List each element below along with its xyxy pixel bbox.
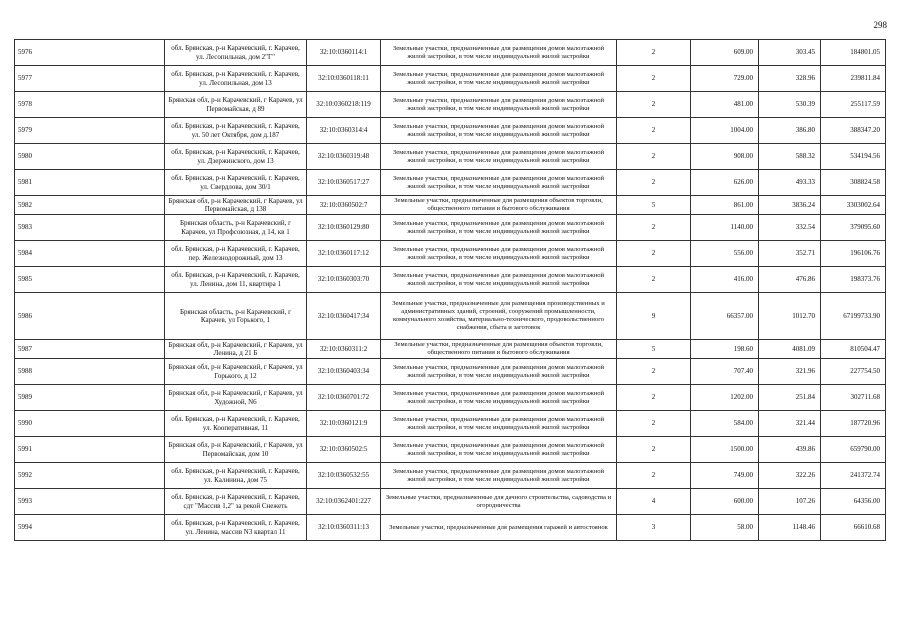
table-row	[15, 489, 886, 515]
cadastral-number-cell: 32:10:0360129:80	[307, 215, 381, 241]
land-use-type-cell: Земельные участки, предназначенные для дачного строительства, садоводства и огородничества	[381, 489, 617, 515]
area-cell: 749.00	[691, 463, 759, 489]
area-cell: 600.00	[691, 489, 759, 515]
table-row	[15, 411, 886, 437]
row-number-cell: 5992	[15, 463, 165, 489]
category-code-cell: 2	[617, 411, 691, 437]
category-code-cell: 2	[617, 40, 691, 66]
land-use-type-cell: Земельные участки, предназначенные для размещения домов малоэтажной жилой застройки, в том числе индивидуальной жилой застройки	[381, 359, 617, 385]
cadastral-number-cell: 32:10:0360314:4	[307, 118, 381, 144]
land-use-type-cell: Земельные участки, предназначенные для размещения домов малоэтажной жилой застройки, в том числе индивидуальной жилой застройки	[381, 40, 617, 66]
land-use-type-cell: Земельные участки, предназначенные для размещения производственных и административных зданий, строений, сооружений промышленности, коммунального хозяйства, материально-технического, продовольственного снабжения, сбыта и заготовок	[381, 293, 617, 340]
address-cell: обл. Брянская, р-н Карачевский, г. Карачев, ул. Лесопильная, дом 13	[165, 66, 307, 92]
row-number-cell: 5986	[15, 293, 165, 340]
row-number-cell: 5985	[15, 267, 165, 293]
land-use-type-cell: Земельные участки, предназначенные для размещения домов малоэтажной жилой застройки, в том числе индивидуальной жилой застройки	[381, 463, 617, 489]
address-cell: обл. Брянская, р-н Карачевский, г. Карачев, ул. Свердлова, дом 30/1	[165, 170, 307, 196]
specific-value-cell: 588.32	[759, 144, 821, 170]
land-use-type-cell: Земельные участки, предназначенные для размещения домов малоэтажной жилой застройки, в том числе индивидуальной жилой застройки	[381, 267, 617, 293]
address-cell: Брянская обл, р-н Карачевский, г Карачев, ул Первомайская, дом 10	[165, 437, 307, 463]
row-number-cell: 5982	[15, 196, 165, 215]
specific-value-cell: 3836.24	[759, 196, 821, 215]
cadastral-value-cell: 67199733.90	[821, 293, 886, 340]
cadastral-number-cell: 32:10:0360417:34	[307, 293, 381, 340]
cadastral-number-cell: 32:10:0360117:12	[307, 241, 381, 267]
cadastral-value-cell: 810504.47	[821, 340, 886, 359]
category-code-cell: 2	[617, 437, 691, 463]
area-cell: 609.00	[691, 40, 759, 66]
area-cell: 729.00	[691, 66, 759, 92]
cadastral-number-cell: 32:10:0360114:1	[307, 40, 381, 66]
category-code-cell: 5	[617, 340, 691, 359]
table-row	[15, 215, 886, 241]
address-cell: Брянская область, р-н Карачевский, г Карачев, ул Горького, 1	[165, 293, 307, 340]
category-code-cell: 2	[617, 267, 691, 293]
land-use-type-cell: Земельные участки, предназначенные для размещения домов малоэтажной жилой застройки, в том числе индивидуальной жилой застройки	[381, 241, 617, 267]
land-use-type-cell: Земельные участки, предназначенные для размещения домов малоэтажной жилой застройки, в том числе индивидуальной жилой застройки	[381, 66, 617, 92]
land-use-type-cell: Земельные участки, предназначенные для размещения домов малоэтажной жилой застройки, в том числе индивидуальной жилой застройки	[381, 385, 617, 411]
cadastral-number-cell: 32:10:0360118:11	[307, 66, 381, 92]
row-number-cell: 5990	[15, 411, 165, 437]
address-cell: обл. Брянская, р-н Карачевский, г. Карачев, пер. Железнодорожный, дом 13	[165, 241, 307, 267]
land-registry-table	[14, 39, 886, 541]
specific-value-cell: 303.45	[759, 40, 821, 66]
specific-value-cell: 107.26	[759, 489, 821, 515]
cadastral-value-cell: 241372.74	[821, 463, 886, 489]
address-cell: Брянская обл, р-н Карачевский, г Карачев, ул Художной, N6	[165, 385, 307, 411]
cadastral-number-cell: 32:10:0360502:5	[307, 437, 381, 463]
page-number: 298	[873, 20, 887, 30]
cadastral-number-cell: 32:10:0360218:119	[307, 92, 381, 118]
category-code-cell: 5	[617, 196, 691, 215]
specific-value-cell: 321.96	[759, 359, 821, 385]
category-code-cell: 2	[617, 215, 691, 241]
area-cell: 1140.00	[691, 215, 759, 241]
row-number-cell: 5979	[15, 118, 165, 144]
land-use-type-cell: Земельные участки, предназначенные для размещения домов малоэтажной жилой застройки, в том числе индивидуальной жилой застройки	[381, 437, 617, 463]
table-row	[15, 144, 886, 170]
row-number-cell: 5988	[15, 359, 165, 385]
land-use-type-cell: Земельные участки, предназначенные для размещения домов малоэтажной жилой застройки, в том числе индивидуальной жилой застройки	[381, 92, 617, 118]
cadastral-value-cell: 198373.76	[821, 267, 886, 293]
table-row	[15, 463, 886, 489]
cadastral-number-cell: 32:10:0360701:72	[307, 385, 381, 411]
specific-value-cell: 4081.09	[759, 340, 821, 359]
table-row	[15, 293, 886, 340]
area-cell: 1004.00	[691, 118, 759, 144]
table-row	[15, 66, 886, 92]
cadastral-value-cell: 3303002.64	[821, 196, 886, 215]
address-cell: Брянская обл, р-н Карачевский, г Карачев, ул Первомайская, д 138	[165, 196, 307, 215]
cadastral-value-cell: 379095.60	[821, 215, 886, 241]
area-cell: 198.60	[691, 340, 759, 359]
cadastral-value-cell: 66610.68	[821, 515, 886, 541]
address-cell: Брянская обл, р-н Карачевский, г Карачев, ул Горького, д 12	[165, 359, 307, 385]
table-row	[15, 241, 886, 267]
specific-value-cell: 322.26	[759, 463, 821, 489]
specific-value-cell: 321.44	[759, 411, 821, 437]
area-cell: 707.40	[691, 359, 759, 385]
address-cell: обл. Брянская, р-н Карачевский, г. Карачев, ул. Дзержинского, дом 13	[165, 144, 307, 170]
table-row	[15, 196, 886, 215]
row-number-cell: 5984	[15, 241, 165, 267]
area-cell: 481.00	[691, 92, 759, 118]
address-cell: обл. Брянская, р-н Карачевский, г. Карачев, ул. 50 лет Октября, дом д.187	[165, 118, 307, 144]
category-code-cell: 2	[617, 92, 691, 118]
category-code-cell: 2	[617, 170, 691, 196]
cadastral-value-cell: 534194.56	[821, 144, 886, 170]
category-code-cell: 2	[617, 118, 691, 144]
table-row	[15, 170, 886, 196]
category-code-cell: 2	[617, 359, 691, 385]
cadastral-value-cell: 227754.50	[821, 359, 886, 385]
address-cell: Брянская обл, р-н Карачевский, г Карачев, ул Ленина, д 21 Б	[165, 340, 307, 359]
table-row	[15, 267, 886, 293]
address-cell: обл. Брянская, р-н Карачевский, г. Карачев, сдт "Массив 1,2" за рекой Снежеть	[165, 489, 307, 515]
address-cell: обл. Брянская, р-н Карачевский, г. Карачев, ул. Лесопильная, дом 2"Г"	[165, 40, 307, 66]
land-use-type-cell: Земельные участки, предназначенные для размещения домов малоэтажной жилой застройки, в том числе индивидуальной жилой застройки	[381, 215, 617, 241]
specific-value-cell: 493.33	[759, 170, 821, 196]
land-use-type-cell: Земельные участки, предназначенные для размещения объектов торговли, общественного питания и бытового обслуживания	[381, 340, 617, 359]
category-code-cell: 4	[617, 489, 691, 515]
row-number-cell: 5991	[15, 437, 165, 463]
cadastral-value-cell: 302711.68	[821, 385, 886, 411]
land-use-type-cell: Земельные участки, предназначенные для размещения объектов торговли, общественного питания и бытового обслуживания	[381, 196, 617, 215]
specific-value-cell: 352.71	[759, 241, 821, 267]
land-use-type-cell: Земельные участки, предназначенные для размещения домов малоэтажной жилой застройки, в том числе индивидуальной жилой застройки	[381, 411, 617, 437]
cadastral-number-cell: 32:10:0360403:34	[307, 359, 381, 385]
address-cell: Брянская область, р-н Карачевский, г Карачев, ул Профсоюзная, д 14, кв 1	[165, 215, 307, 241]
specific-value-cell: 328.96	[759, 66, 821, 92]
row-number-cell: 5989	[15, 385, 165, 411]
row-number-cell: 5983	[15, 215, 165, 241]
cadastral-number-cell: 32:10:0360532:55	[307, 463, 381, 489]
row-number-cell: 5978	[15, 92, 165, 118]
area-cell: 861.00	[691, 196, 759, 215]
table-row	[15, 92, 886, 118]
cadastral-value-cell: 184801.05	[821, 40, 886, 66]
category-code-cell: 2	[617, 66, 691, 92]
cadastral-value-cell: 239811.84	[821, 66, 886, 92]
registry-rows	[15, 40, 886, 541]
cadastral-value-cell: 187720.96	[821, 411, 886, 437]
row-number-cell: 5977	[15, 66, 165, 92]
table-row	[15, 118, 886, 144]
area-cell: 556.00	[691, 241, 759, 267]
specific-value-cell: 332.54	[759, 215, 821, 241]
row-number-cell: 5976	[15, 40, 165, 66]
land-use-type-cell: Земельные участки, предназначенные для размещения гаражей и автостоянок	[381, 515, 617, 541]
land-use-type-cell: Земельные участки, предназначенные для размещения домов малоэтажной жилой застройки, в том числе индивидуальной жилой застройки	[381, 170, 617, 196]
category-code-cell: 9	[617, 293, 691, 340]
category-code-cell: 2	[617, 144, 691, 170]
table-row	[15, 385, 886, 411]
cadastral-number-cell: 32:10:0360319:48	[307, 144, 381, 170]
cadastral-number-cell: 32:10:0360121:9	[307, 411, 381, 437]
cadastral-number-cell: 32:10:0360502:7	[307, 196, 381, 215]
row-number-cell: 5987	[15, 340, 165, 359]
address-cell: обл. Брянская, р-н Карачевский, г. Карачев, ул. Ленина, дом 11, квартира 1	[165, 267, 307, 293]
table-row	[15, 515, 886, 541]
specific-value-cell: 476.86	[759, 267, 821, 293]
cadastral-value-cell: 64356.00	[821, 489, 886, 515]
specific-value-cell: 439.86	[759, 437, 821, 463]
category-code-cell: 2	[617, 241, 691, 267]
row-number-cell: 5994	[15, 515, 165, 541]
category-code-cell: 3	[617, 515, 691, 541]
cadastral-number-cell: 32:10:0360517:27	[307, 170, 381, 196]
row-number-cell: 5993	[15, 489, 165, 515]
cadastral-number-cell: 32:10:0360311:2	[307, 340, 381, 359]
cadastral-value-cell: 388347.20	[821, 118, 886, 144]
area-cell: 1202.00	[691, 385, 759, 411]
area-cell: 58.00	[691, 515, 759, 541]
cadastral-value-cell: 255117.59	[821, 92, 886, 118]
specific-value-cell: 251.84	[759, 385, 821, 411]
specific-value-cell: 1148.46	[759, 515, 821, 541]
category-code-cell: 2	[617, 463, 691, 489]
table-row	[15, 437, 886, 463]
row-number-cell: 5980	[15, 144, 165, 170]
specific-value-cell: 1012.70	[759, 293, 821, 340]
address-cell: Брянская обл, р-н Карачевский, г Карачев, ул Первомайская, д 89	[165, 92, 307, 118]
area-cell: 66357.00	[691, 293, 759, 340]
address-cell: обл. Брянская, р-н Карачевский, г. Карачев, ул. Ленина, массив N3 квартал 11	[165, 515, 307, 541]
area-cell: 1500.00	[691, 437, 759, 463]
address-cell: обл. Брянская, р-н Карачевский, г. Карачев, ул. Кооперативная, 11	[165, 411, 307, 437]
row-number-cell: 5981	[15, 170, 165, 196]
table-row	[15, 359, 886, 385]
category-code-cell: 2	[617, 385, 691, 411]
cadastral-value-cell: 659790.00	[821, 437, 886, 463]
cadastral-number-cell: 32:10:0360303:70	[307, 267, 381, 293]
cadastral-number-cell: 32:10:0362401:227	[307, 489, 381, 515]
cadastral-value-cell: 308824.58	[821, 170, 886, 196]
land-use-type-cell: Земельные участки, предназначенные для размещения домов малоэтажной жилой застройки, в том числе индивидуальной жилой застройки	[381, 118, 617, 144]
table-row	[15, 340, 886, 359]
area-cell: 626.00	[691, 170, 759, 196]
area-cell: 908.00	[691, 144, 759, 170]
cadastral-value-cell: 196106.76	[821, 241, 886, 267]
land-use-type-cell: Земельные участки, предназначенные для размещения домов малоэтажной жилой застройки, в том числе индивидуальной жилой застройки	[381, 144, 617, 170]
specific-value-cell: 530.39	[759, 92, 821, 118]
address-cell: обл. Брянская, р-н Карачевский, г. Карачев, ул. Калинина, дом 75	[165, 463, 307, 489]
cadastral-number-cell: 32:10:0360311:13	[307, 515, 381, 541]
specific-value-cell: 386.80	[759, 118, 821, 144]
area-cell: 416.00	[691, 267, 759, 293]
area-cell: 584.00	[691, 411, 759, 437]
table-row	[15, 40, 886, 66]
